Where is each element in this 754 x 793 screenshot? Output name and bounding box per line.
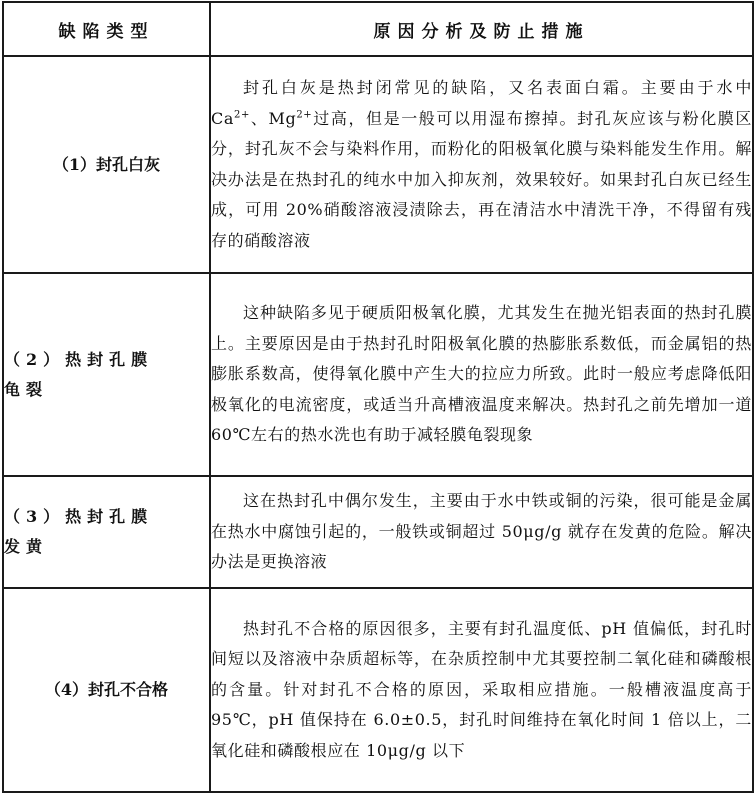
- description-text-part: 、Mg: [249, 108, 297, 128]
- table-row: [3, 56, 753, 273]
- description-text-part: 封孔白灰是热封闭常见的缺陷，又名表面白霜。主要由于水中 Ca: [211, 78, 752, 128]
- description-text-part: 过高，但是一般可以用湿布擦掉。封孔灰应该与粉化膜区分，封孔灰不会与染料作用，而粉化的阳极氧化膜与染料能发生作用。解决办法是在热封孔的纯水中加入抑灰剂，效果较好。如果封孔白灰已经生成，可用 20%硝酸溶液浸渍除去，再在清洁水中清洗干净，不得留有残存的硝酸溶液: [211, 108, 752, 250]
- superscript-charge: 2+: [296, 109, 313, 121]
- header-cause-analysis: 原因分析及防止措施: [210, 2, 753, 56]
- header-defect-type: 缺陷类型: [3, 2, 210, 56]
- defects-table: [2, 1, 754, 793]
- defect-type-label: （3）热封孔膜: [4, 507, 154, 526]
- table-header-row: [3, 2, 753, 56]
- table-row: [3, 273, 753, 476]
- superscript-charge: 2+: [233, 109, 250, 121]
- defect-type-label: （4）封孔不合格: [44, 680, 169, 699]
- defect-type-label-cont: 发黄: [4, 537, 49, 556]
- defect-type-cell: [3, 476, 210, 588]
- defect-type-cell: [3, 588, 210, 792]
- table-row: [3, 588, 753, 792]
- defect-description-cell: 热封孔不合格的原因很多，主要有封孔温度低、pH 值偏低，封孔时间短以及溶液中杂质超标等，在杂质控制中尤其要控制二氧化硅和磷酸根的含量。针对封孔不合格的原因，采取相应措施。一般槽液温度高于 95℃，pH 值保持在 6.0±0.5，封孔时间维持在氧化时间 1 倍以上，二氧化硅和磷酸根应在 10μg/g 以下: [210, 588, 753, 792]
- defect-description-cell: 这在热封孔中偶尔发生，主要由于水中铁或铜的污染，很可能是金属在热水中腐蚀引起的，一般铁或铜超过 50μg/g 就存在发黄的危险。解决办法是更换溶液: [210, 476, 753, 588]
- defect-description-cell: 这种缺陷多见于硬质阳极氧化膜，尤其发生在抛光铝表面的热封孔膜上。主要原因是由于热封孔时阳极氧化膜的热膨胀系数低，而金属铝的热膨胀系数高，使得氧化膜中产生大的拉应力所致。此时一般应考虑降低阳极氧化的电流密度，或适当升高槽液温度来解决。热封孔之前先增加一道 60℃左右的热水洗也有助于减轻膜龟裂现象: [210, 273, 753, 476]
- defect-type-label-cont: 龟裂: [4, 379, 49, 399]
- defect-description-cell: [210, 56, 753, 273]
- defect-type-label: （1）封孔白灰: [52, 154, 161, 174]
- defect-type-label: （2）热封孔膜: [4, 349, 154, 369]
- defect-type-cell: [3, 273, 210, 476]
- table-row: [3, 476, 753, 588]
- defect-type-cell: [3, 56, 210, 273]
